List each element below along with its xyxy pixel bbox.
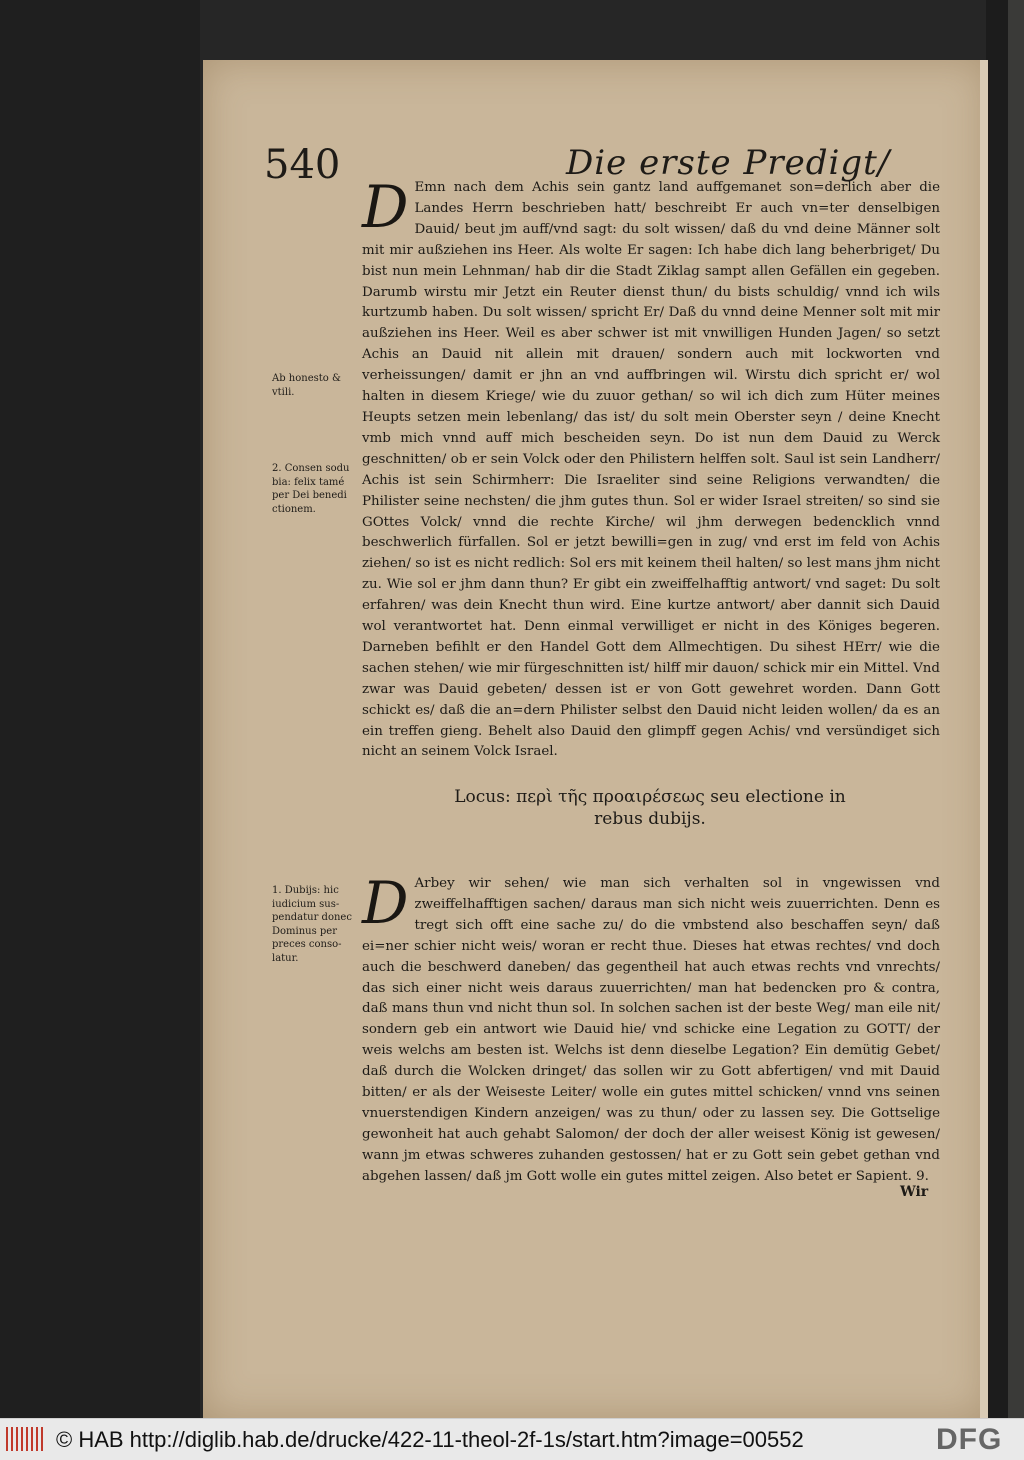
book-cover-left xyxy=(0,0,200,1418)
locus-line-2: rebus dubijs. xyxy=(594,809,706,829)
paragraph-1-text: Emn nach dem Achis sein gantz land auffgemanet son=derlich aber die Landes Herrn beschrieben hatt/ beschreibt Er auch vn=ter denselbigen Dauid/ beut jm auff/vnd sagt: du solt wissen/ daß du vnd deine Männer solt mit mir außziehen ins Heer. Als wolte Er sagen: Ich habe dich lang beherbriget/ Du bist nun mein Lehnman/ hab dir die Stadt Ziklag sampt allen Gefällen ein gegeben. Darumb wirstu mir Jetzt ein Reuter dienst thun/ du bists schuldig/ vnnd ich wils kurtzumb haben. Du solt wissen/ spricht Er/ Daß du vnnd deine Menner solt mit mir außziehen ins Heer. Weil es aber schwer ist mit vnwilligen Hunden Jagen/ so setzt Achis an Dauid nit allein mit drauen/ sondern auch mit lockworten vnd verheissungen/ damit er jhn an vnd auffbringen wil. Wirstu dich spricht er/ wol halten in diesem Kriege/ wie du zuuor gethan/ so wil ich dich zum Hüter meines Heupts setzen mein lebenlang/ das ist/ du solt mein Oberster seyn / deine Knecht vmb mich vnnd auff mich bescheiden seyn. Do ist nun dem Dauid zu Werck geschnitten/ ob er sein Volck oder den Philistern helffen solt. Saul ist sein Landherr/ Achis ist sein Schirmherr: Die Israeliter sind seine Religions verwandten/ die Philister seine nechsten/ die jhm gutes thun. Sol er wider Israel streiten/ so sind sie GOttes Volck/ vnnd die rechte Kirche/ wil jhm derwegen bedencklich vnnd beschwerlich fürfallen. Sol er jetzt bewilli=gen in zug/ vnd erst im feld von Achis ziehen/ so ist es nicht redlich: Sol ers mit keinem theil halten/ so lest mans jhm nicht zu. Wie sol er jhm dann thun? Er gibt ein zweiffelhafftig antwort/ vnd saget: Du solt erfahren/ was dein Knecht thun wird. Eine kurtze antwort/ aber dannit sich Dauid wol verantwortet hat. Denn einmal verwilliget er nicht in des Königes begeren. Darneben befihlt er den Handel Gott dem Allmechtigen. Du sihest HErr/ wie die sachen stehen/ wie mir fürgeschnitten ist/ hilff mir dauon/ schick mir ein Mittel. Vnd zwar was Dauid gebeten/ dessen ist er von Gott gewehret worden. Dann Gott schickt es/ daß die an=dern Philister selbst den Dauid nicht leiden wollen/ da es an ein treffen gieng. Behelt also Dauid den glimpff gegen Achis/ vnd versündiget sich nicht an seinem Volck Israel. xyxy=(362,180,940,760)
book-edge-right xyxy=(1008,0,1024,1418)
margin-note-3: 1. Dubijs: hic iudicium sus-pendatur donec Dominus per preces conso-latur. xyxy=(272,885,352,964)
paragraph-2-text: Arbey wir sehen/ wie man sich verhalten sol in vngewissen vnd zweiffelhafftigen sachen/ daraus man sich nicht weis zuuerrichten. Denn es tregt sich offt eine sache zu/ do die vmbstend also beschaffen seyn/ daß ei=ner schier nicht weis/ woran er recht thue. Dieses hat etwas rechtes/ vnd doch auch die beschwerd daneben/ das gegentheil hat auch etwas rechts vnd vnrechts/ das sich einer nicht weis daraus zuuerrichten/ man hat bedencken pro & contra, daß mans thun vnd nicht thun sol. In solchen sachen ist der beste Weg/ man eile nit/ sondern geb ein antwort wie Dauid hie/ vnd schicke eine Legation zu GOTT/ der weis welchs am besten ist. Welchs ist denn dieselbe Legation? Ein demütig Gebet/ daß durch die Wolcken dringet/ das sollen wir zu Gott abfertigen/ vnd mit Dauid bitten/ er als der Weiseste Leiter/ wolle ein gutes mittel schicken/ vnnd vns seinen vnuerstendigen Kindern anzeigen/ was zu thun/ oder zu lassen sey. Die Gottselige gewonheit hat auch gehabt Salomon/ der doch der aller weisest König ist gewesen/ wann jm etwas schweres zuhanden gestossen/ hat er zu Gott sein gebet gethan vnd abgehen lassen/ daß jm Gott wolle ein gutes mittel zeigen. Also betet er Sapient. 9. xyxy=(362,876,940,1184)
paragraph-1 xyxy=(362,173,940,763)
dfg-logo: DFG xyxy=(936,1423,1003,1456)
hab-logo-icon xyxy=(6,1427,46,1451)
running-head: Die erste Predigt/ xyxy=(566,143,891,183)
paragraph-2 xyxy=(362,869,940,1188)
locus-line-1: Locus: περὶ τῆς προαιρέσεως seu electione in xyxy=(454,787,846,807)
locus-heading xyxy=(420,786,880,830)
page-fore-edge xyxy=(980,60,988,1418)
page-number: 540 xyxy=(264,142,341,188)
footer-bar xyxy=(0,1418,1024,1460)
footer-url-link[interactable]: © HAB http://diglib.hab.de/drucke/422-11-theol-2f-1s/start.htm?image=00552 xyxy=(56,1427,804,1452)
drop-capital: D xyxy=(362,869,409,937)
margin-note-1: Ab honesto & vtili. xyxy=(272,373,341,398)
drop-capital: D xyxy=(362,173,409,241)
catchword: Wir xyxy=(900,1184,929,1200)
margin-note-2: 2. Consen sodu bia: felix tamé per Dei benedi ctionem. xyxy=(272,463,350,515)
